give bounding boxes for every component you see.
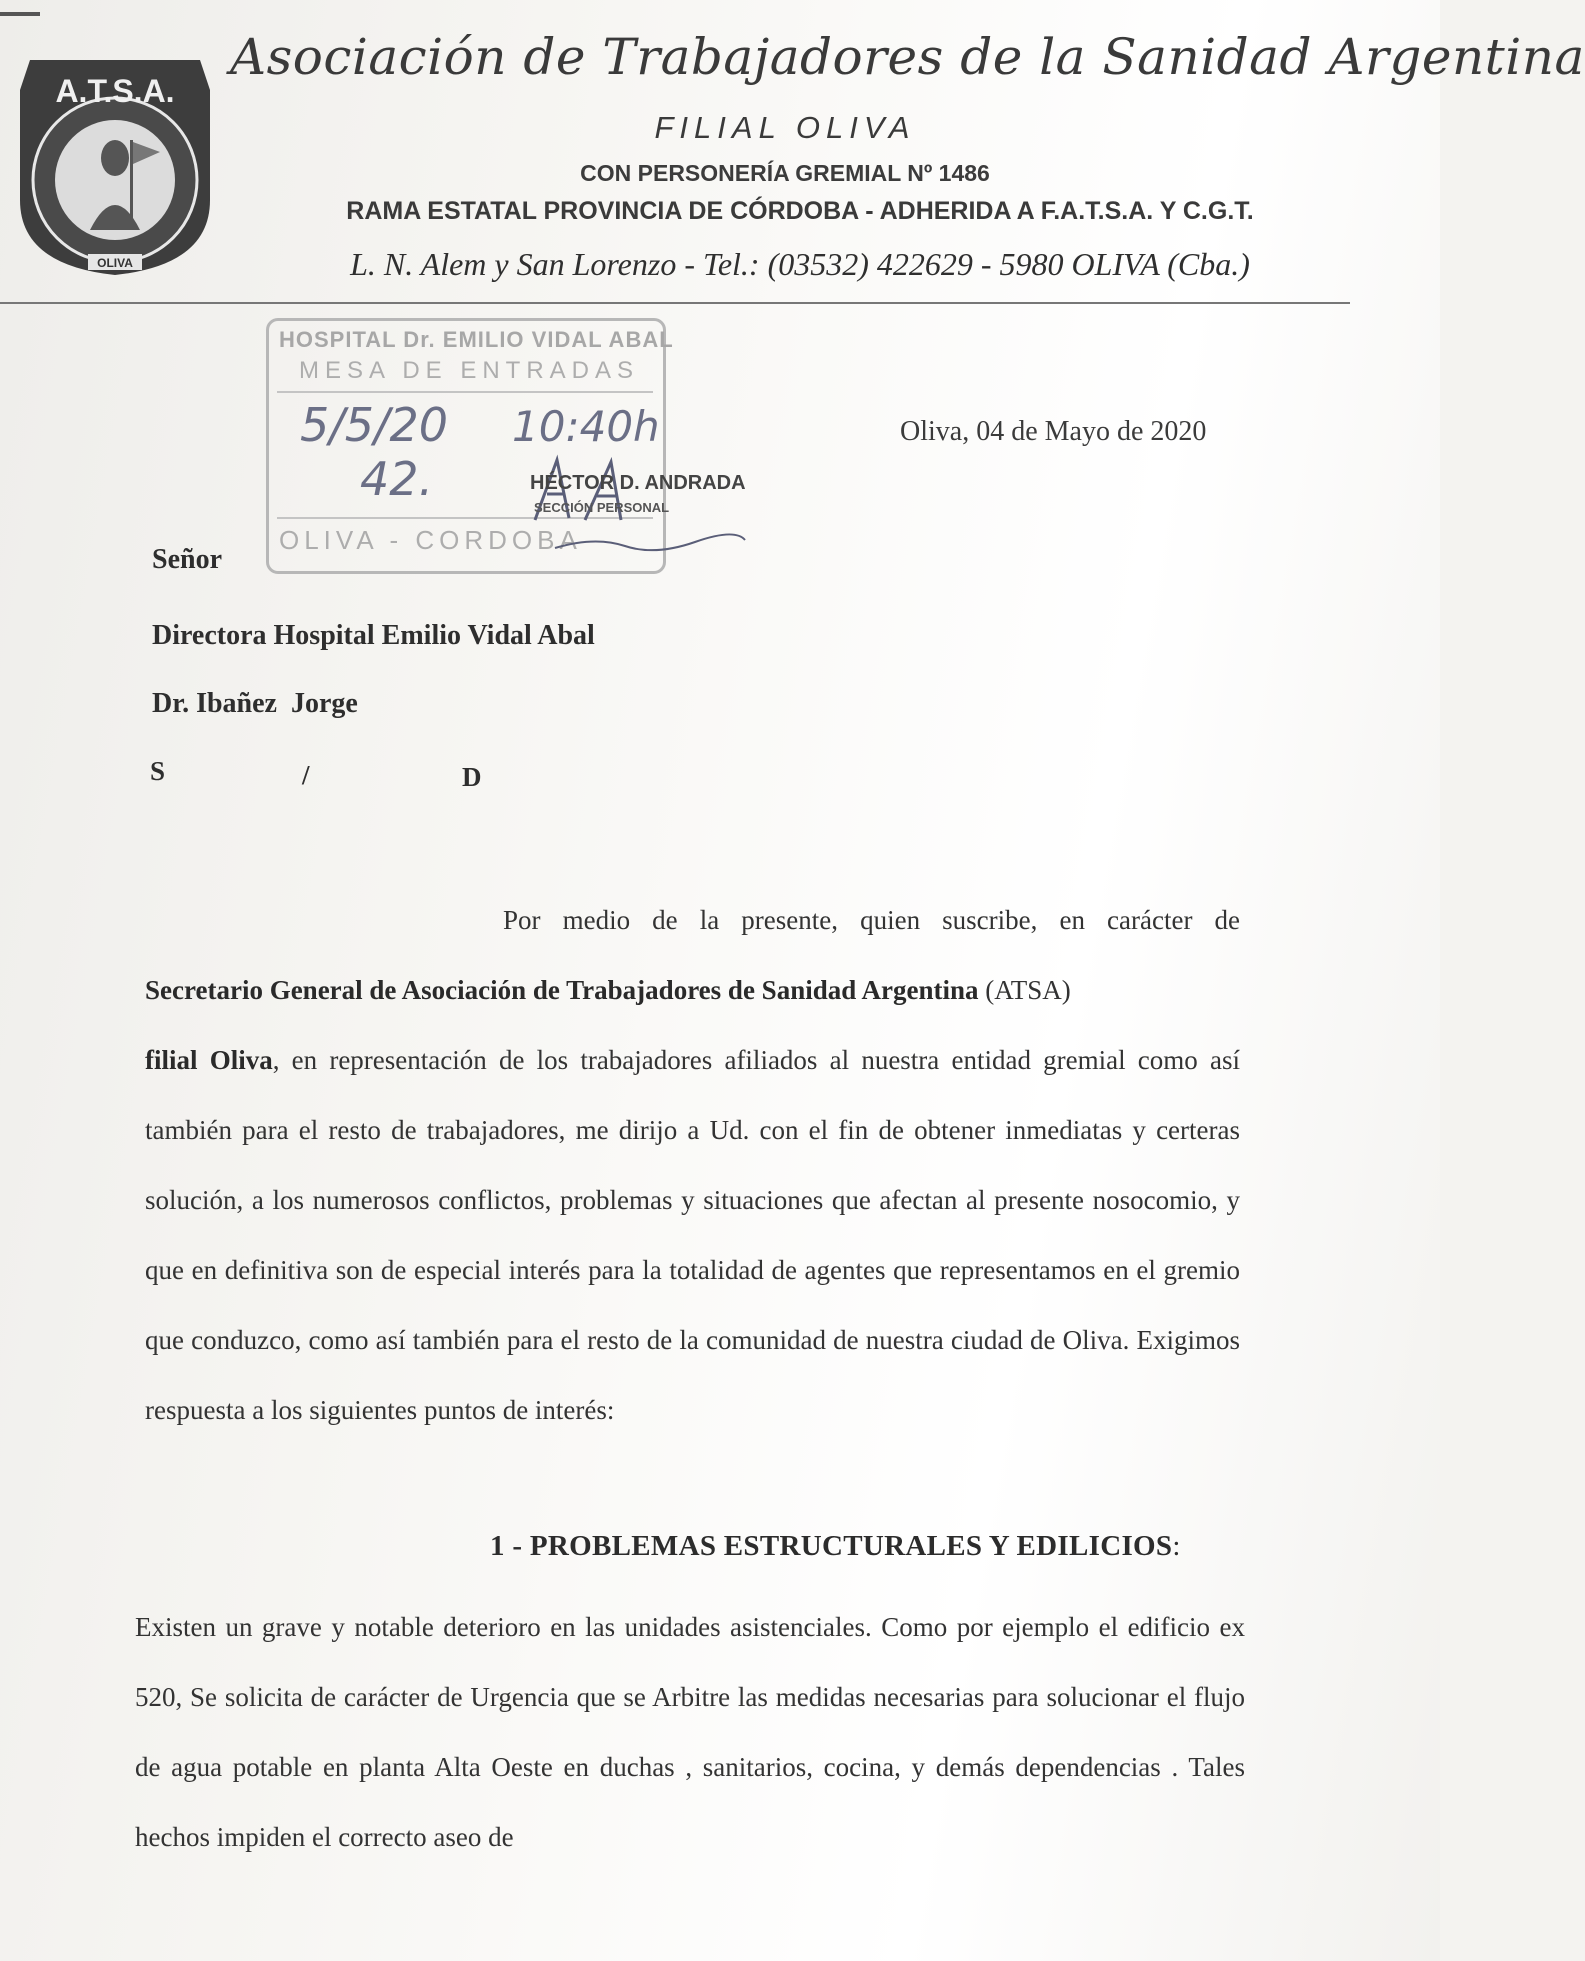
stamp-divider bbox=[277, 391, 653, 393]
stamp-city: OLIVA - CORDOBA bbox=[279, 525, 582, 555]
body-bold-filial: filial Oliva bbox=[145, 1045, 273, 1075]
letter-date: Oliva, 04 de Mayo de 2020 bbox=[900, 416, 1207, 447]
logo-text: A.T.S.A. bbox=[55, 73, 175, 109]
stamp-hospital: HOSPITAL Dr. EMILIO VIDAL ABAL bbox=[279, 327, 674, 352]
recipient-position: Directora Hospital Emilio Vidal Abal bbox=[152, 620, 595, 651]
recipient-name: Dr. Ibañez Jorge bbox=[152, 688, 358, 719]
letterhead-divider bbox=[0, 302, 1350, 304]
section-1-body: Existen un grave y notable deterioro en las unidades asistenciales. Como por ejemplo el edificio ex 520, Se solicita de carácter de Urgencia que se Arbitre las medidas necesarias para solucionar el flujo de agua potable en planta Alta Oeste en duchas , sanitarios, cocina, y demás dependencias . Tales hechos impiden el correcto aseo de bbox=[135, 1612, 1245, 1852]
body-paragraph bbox=[145, 885, 1240, 1445]
letterhead-title: Asociación de Trabajadores de la Sanidad Argentina bbox=[230, 28, 1585, 86]
sd-s: S bbox=[150, 756, 166, 786]
body-intro: Por medio de la presente, quien suscribe, en carácter de bbox=[503, 905, 1240, 935]
section-1-colon: : bbox=[1172, 1530, 1181, 1562]
handwritten-date: 5/5/20 bbox=[300, 398, 449, 452]
stamp-mesa: MESA DE ENTRADAS bbox=[298, 357, 640, 384]
stamp-signer-section: SECCIÓN PERSONAL bbox=[534, 500, 670, 515]
body-rest: , en representación de los trabajadores afiliados al nuestra entidad gremial como así también para el resto de trabajadores, me dirijo a Ud. con el fin de obtener inmediatas y certeras solución, a los numerosos conflictos, problemas y situaciones que afectan al presente nosocomio, y que en definitiva son de especial interés para la totalidad de agentes que representamos en el gremio que conduzco, como así también para el resto de la comunidad de nuestra ciudad de Oliva. Exigimos respuesta a los siguientes puntos de interés: bbox=[145, 1045, 1240, 1425]
sd-slash: / bbox=[302, 760, 310, 790]
handwritten-number: 42. bbox=[360, 452, 434, 506]
body-acronym: (ATSA) bbox=[978, 975, 1071, 1005]
letterhead-address: L. N. Alem y San Lorenzo - Tel.: (03532) 422629 - 5980 OLIVA (Cba.) bbox=[350, 246, 1250, 282]
body-bold-title: Secretario General de Asociación de Trabajadores de Sanidad Argentina bbox=[145, 975, 979, 1005]
recipient-salutation: Señor bbox=[152, 544, 222, 575]
handwritten-time: 10:40h bbox=[512, 402, 660, 451]
sd-d: D bbox=[462, 762, 482, 792]
atsa-logo-icon bbox=[10, 30, 220, 280]
letterhead-rama: RAMA ESTATAL PROVINCIA DE CÓRDOBA - ADHERIDA A F.A.T.S.A. Y C.G.T. bbox=[346, 197, 1254, 225]
section-1-title bbox=[490, 1530, 1181, 1563]
stamp-signer-name: HÉCTOR D. ANDRADA bbox=[530, 472, 746, 494]
letterhead-personeria: CON PERSONERÍA GREMIAL Nº 1486 bbox=[580, 160, 990, 186]
corner-mark bbox=[0, 12, 40, 16]
letterhead-filial: FILIAL OLIVA bbox=[654, 110, 916, 145]
section-1-title-text: 1 - PROBLEMAS ESTRUCTURALES Y EDILICIOS bbox=[490, 1530, 1173, 1562]
logo-bottom-text: OLIVA bbox=[97, 256, 133, 270]
